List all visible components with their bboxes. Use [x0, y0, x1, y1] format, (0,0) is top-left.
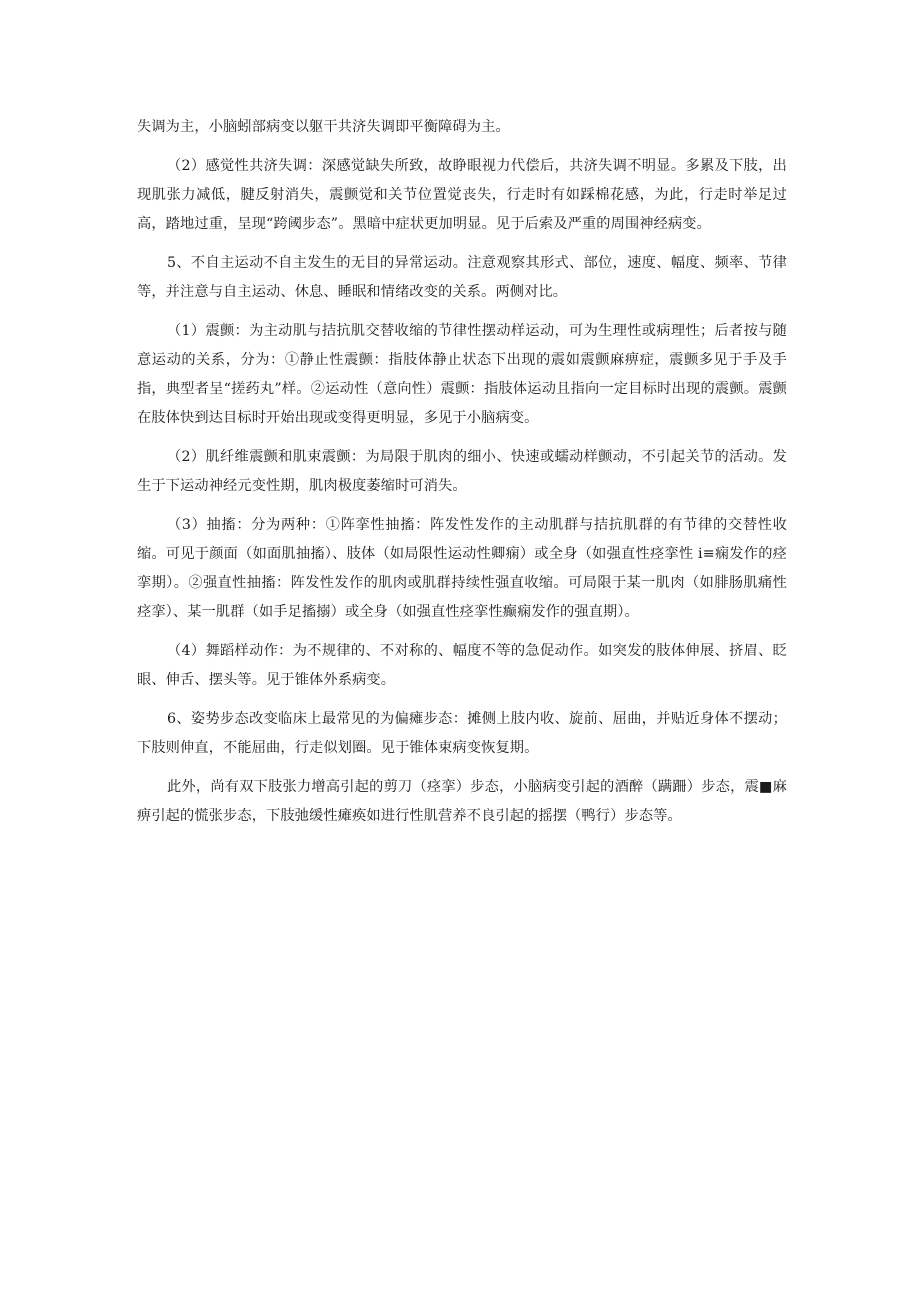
paragraph-tremor: （1）震颤：为主动肌与拮抗肌交替收缩的节律性摆动样运动，可为生理性或病理性；后者按与随意运动的关系，分为：①静止性震颤：指肢体静止状态下出现的震如震颤麻痹症，震颤多见于手及手指，典型者呈“搓药丸”样。②运动性（意向性）震颤：指肢体运动且指向一定目标时出现的震颤。震颤在肢体快到达目标时开始出现或变得更明显，多见于小脑病变。 [137, 323, 787, 426]
paragraph-gait-change: 6、姿势步态改变临床上最常见的为偏瘫步态：摊侧上肢内收、旋前、屈曲，并贴近身体不摆动；下肢则伸直，不能屈曲，行走似划圈。见于锥体束病变恢复期。 [137, 711, 787, 756]
document-body [137, 113, 787, 831]
paragraph-ataxia-continuation: 失调为主，小脑蚓部病变以躯干共济失调即平衡障碍为主。 [137, 119, 510, 135]
paragraph-chorea: （4）舞蹈样动作：为不规律的、不对称的、幅度不等的急促动作。如突发的肢体伸展、挤眉、眨眼、伸舌、摆头等。见于锥体外系病变。 [137, 643, 787, 688]
paragraph-other-gaits: 此外，尚有双下肢张力增高引起的剪刀（痉挛）步态，小脑病变引起的酒醉（蹒跚）步态，震■麻痹引起的慌张步态，下肢弛缓性瘫痪如进行性肌营养不良引起的摇摆（鸭行）步态等。 [137, 779, 787, 824]
paragraph-sensory-ataxia: （2）感觉性共济失调：深感觉缺失所致，故睁眼视力代偿后，共济失调不明显。多累及下肢，出现肌张力减低，腱反射消失，震颤觉和关节位置觉丧失，行走时有如踩棉花感，为此，行走时举足过高，踏地过重，呈现“跨阈步态”。黑暗中症状更加明显。见于后索及严重的周围神经病变。 [137, 158, 787, 232]
paragraph-convulsion: （3）抽搐：分为两种：①阵挛性抽搐：阵发性发作的主动肌群与拮抗肌群的有节律的交替性收缩。可见于颜面（如面肌抽搐）、肢体（如局限性运动性卿痫）或全身（如强直性痉挛性 i≡痫发作的痉挛期）。②强直性抽搐：阵发性发作的肌肉或肌群持续性强直收缩。可局限于某一肌肉（如腓肠肌痛性痉挛）、某一肌群（如手足搐搦）或全身（如强直性痉挛性癫痫发作的强直期）。 [137, 517, 787, 620]
paragraph-involuntary-movement: 5、不自主运动不自主发生的无目的异常运动。注意观察其形式、部位，速度、幅度、频率、节律等，并注意与自主运动、休息、睡眠和情绪改变的关系。两侧对比。 [137, 255, 787, 300]
paragraph-fasciculation: （2）肌纤维震颤和肌束震颤：为局限于肌肉的细小、快速或蠕动样颤动，不引起关节的活动。发生于下运动神经元变性期，肌肉极度萎缩时可消失。 [137, 449, 787, 494]
